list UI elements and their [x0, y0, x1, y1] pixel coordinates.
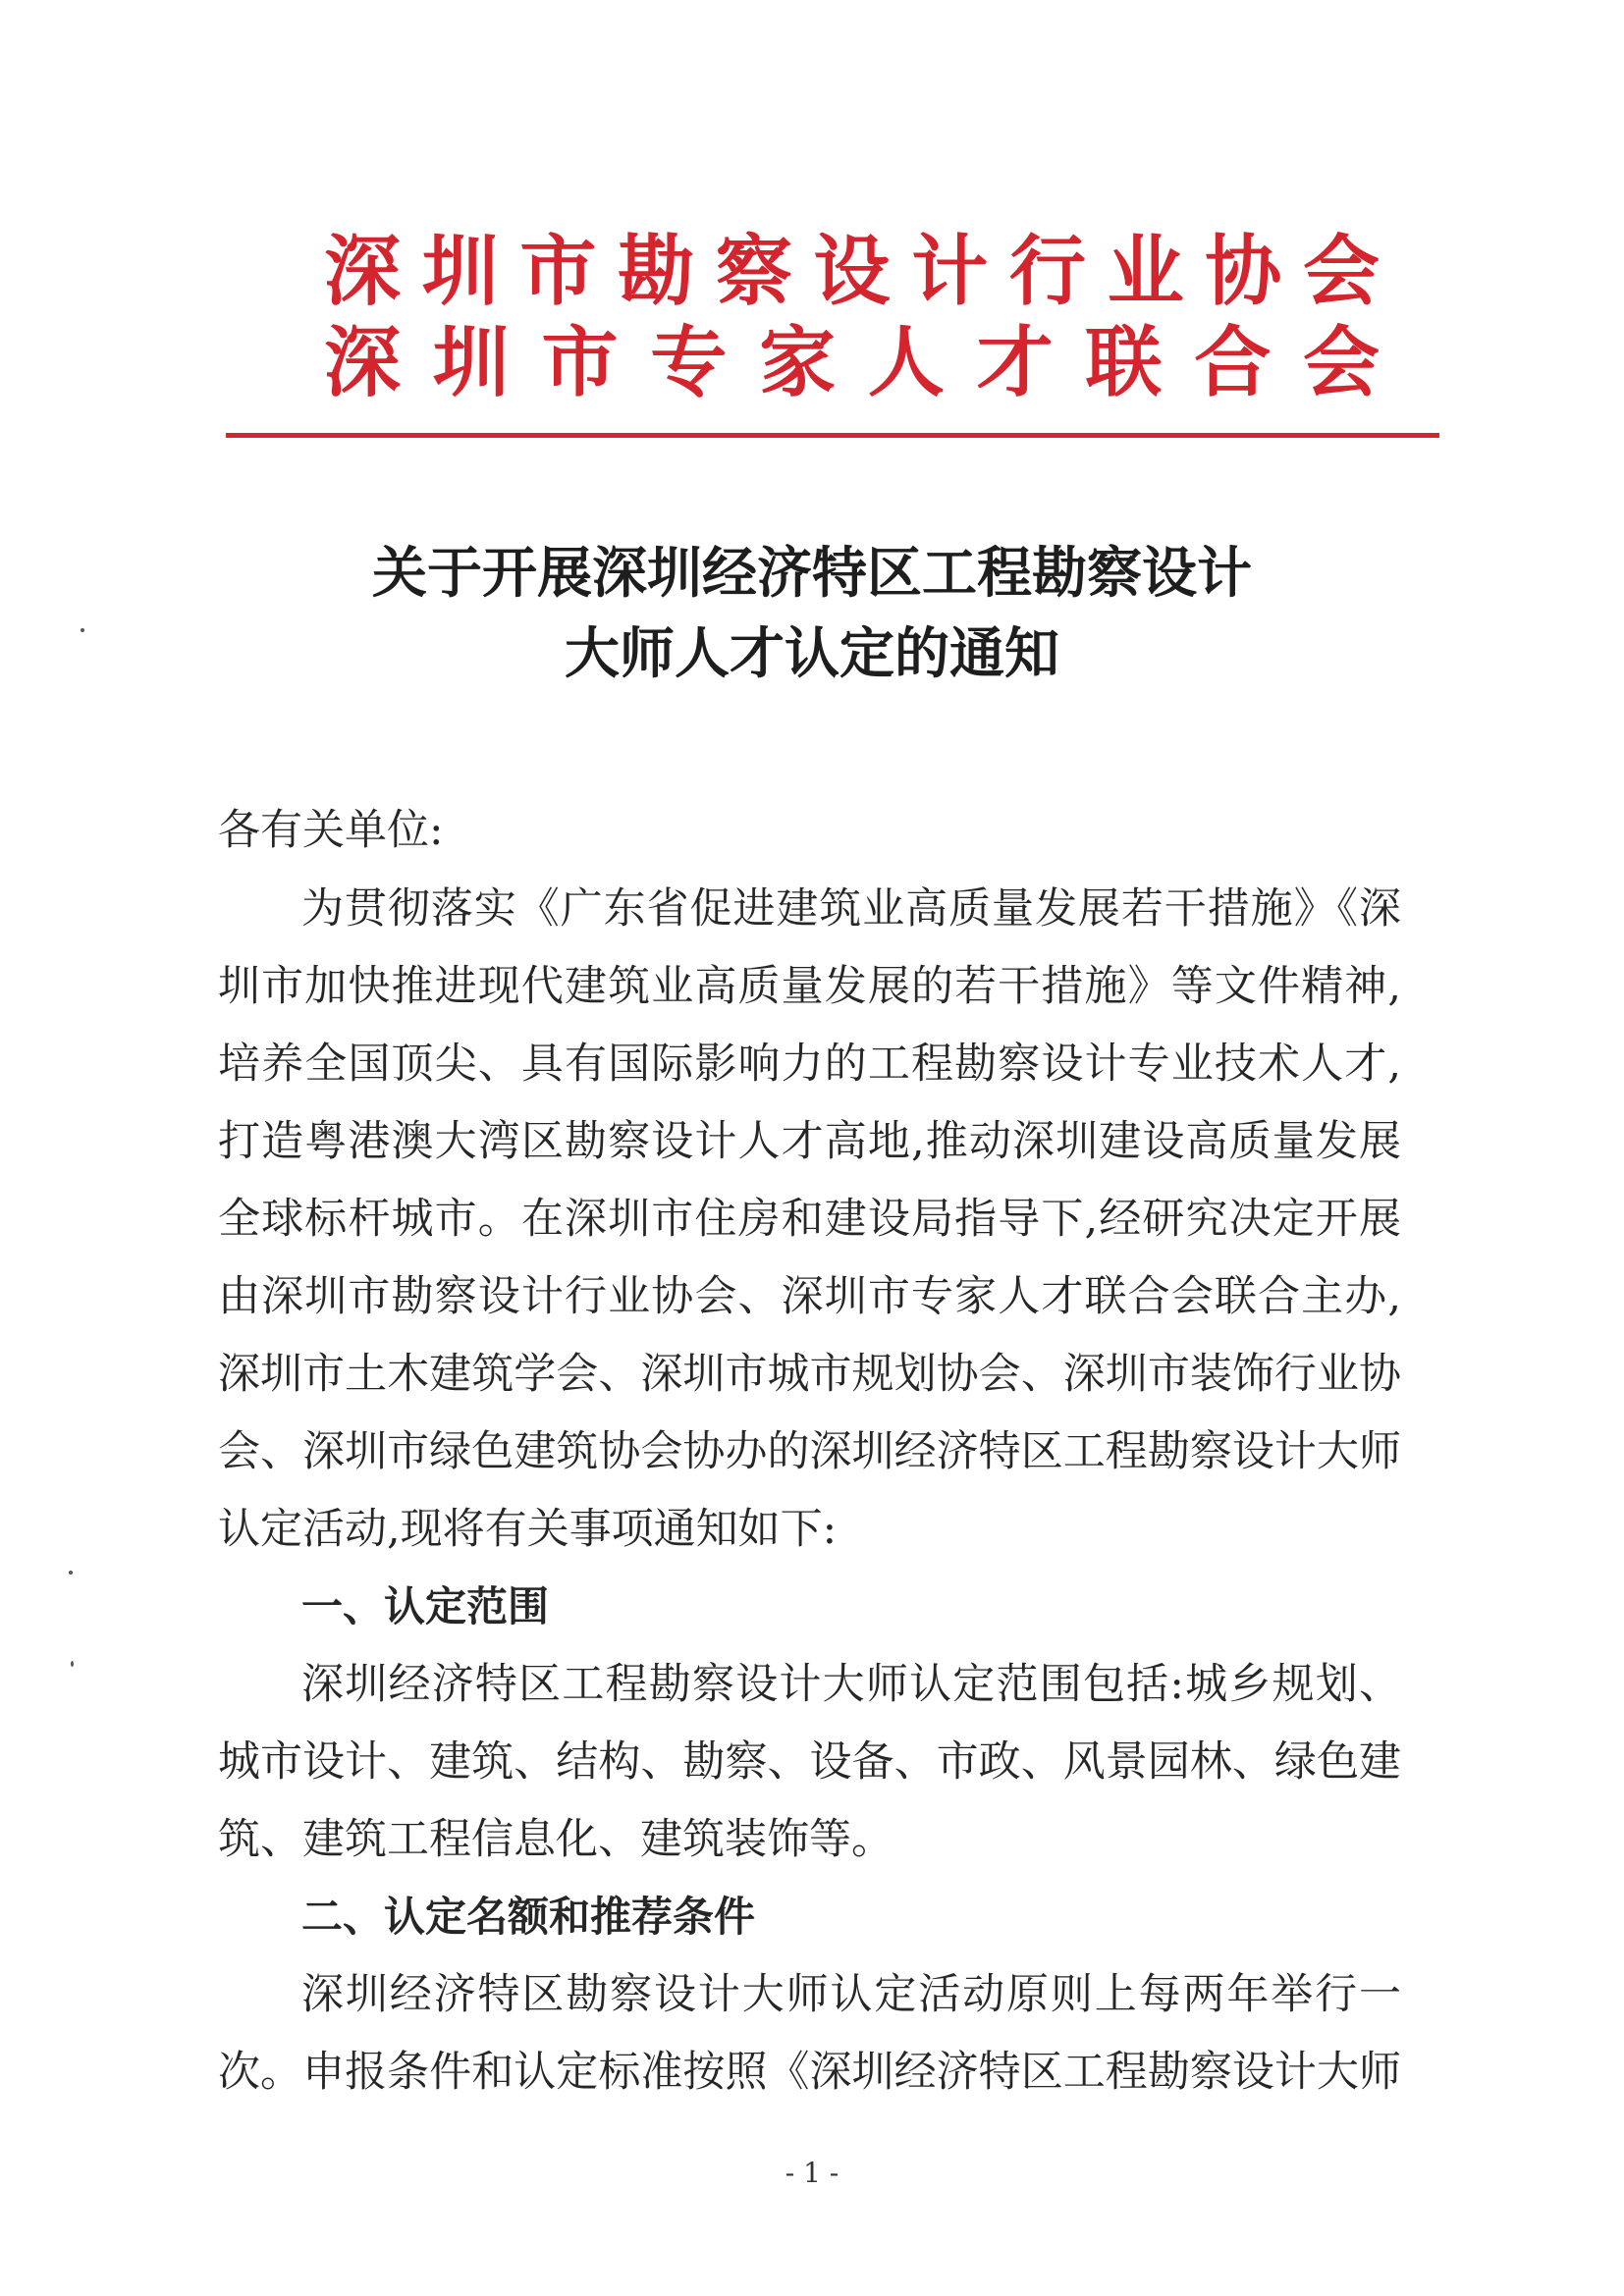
- section-2-line: 深圳经济特区勘察设计大师认定活动原则上每两年举行一: [301, 1970, 1401, 2019]
- salutation: 各有关单位:: [218, 806, 444, 855]
- intro-line: 为贯彻落实《广东省促进建筑业高质量发展若干措施》《深: [301, 884, 1401, 934]
- section-1-line: 城市设计、建筑、结构、勘察、设备、市政、风景园林、绿色建: [218, 1737, 1401, 1787]
- document-title-line-2: 大师人才认定的通知: [565, 621, 1059, 686]
- letterhead-org-1: 深圳市勘察设计行业协会: [324, 228, 1380, 316]
- page-number: - 1 -: [785, 2157, 839, 2189]
- intro-line: 全球标杆城市。在深圳市住房和建设局指导下,经研究决定开展: [218, 1195, 1401, 1244]
- intro-line: 认定活动,现将有关事项通知如下:: [218, 1505, 838, 1554]
- intro-line: 深圳市土木建筑学会、深圳市城市规划协会、深圳市装饰行业协: [218, 1350, 1401, 1399]
- section-heading-scope: 一、认定范围: [301, 1582, 550, 1630]
- letterhead-red-rule: [226, 433, 1439, 438]
- document-title-line-1: 关于开展深圳经济特区工程勘察设计: [372, 541, 1252, 606]
- intro-line: 打造粤港澳大湾区勘察设计人才高地,推动深圳建设高质量发展: [218, 1117, 1401, 1166]
- scan-speck: [71, 1661, 74, 1667]
- scan-speck: [81, 628, 84, 632]
- section-1-line: 深圳经济特区工程勘察设计大师认定范围包括:城乡规划、: [301, 1660, 1401, 1709]
- section-1-line: 筑、建筑工程信息化、建筑装饰等。: [218, 1815, 893, 1864]
- intro-line: 会、深圳市绿色建筑协会协办的深圳经济特区工程勘察设计大师: [218, 1427, 1401, 1476]
- letterhead-org-2: 深圳市专家人才联合会: [324, 319, 1380, 407]
- intro-line: 由深圳市勘察设计行业协会、深圳市专家人才联合会联合主办,: [218, 1272, 1401, 1321]
- scan-speck: [69, 1571, 73, 1575]
- intro-line: 圳市加快推进现代建筑业高质量发展的若干措施》等文件精神,: [218, 962, 1401, 1011]
- section-heading-quota: 二、认定名额和推荐条件: [301, 1893, 756, 1941]
- intro-line: 培养全国顶尖、具有国际影响力的工程勘察设计专业技术人才,: [218, 1040, 1401, 1089]
- section-2-line: 次。申报条件和认定标准按照《深圳经济特区工程勘察设计大师: [218, 2048, 1401, 2097]
